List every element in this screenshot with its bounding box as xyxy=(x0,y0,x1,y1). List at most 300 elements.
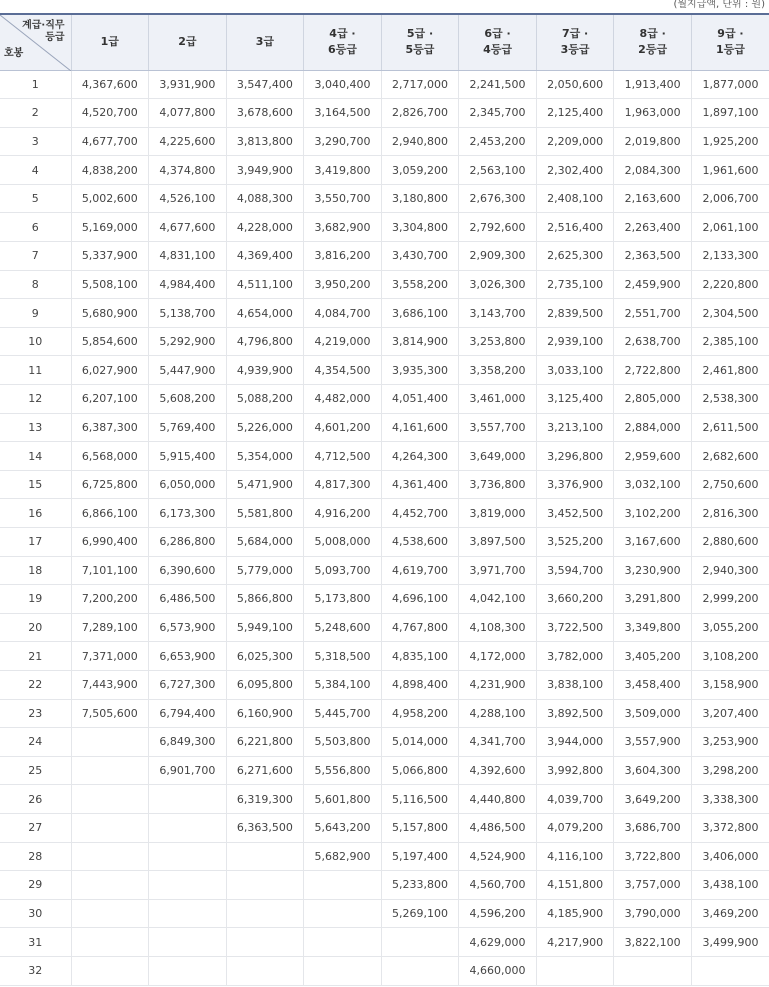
salary-cell: 4,520,700 xyxy=(71,99,149,128)
salary-cell: 5,138,700 xyxy=(149,299,227,328)
grade-header-line: 1등급 xyxy=(716,43,745,57)
grade-header-line: 6등급 xyxy=(327,43,357,57)
salary-cell: 3,944,000 xyxy=(536,728,614,757)
salary-cell: 6,486,500 xyxy=(149,585,227,614)
salary-cell: 3,782,000 xyxy=(536,642,614,671)
salary-cell: 4,660,000 xyxy=(459,956,537,985)
salary-cell xyxy=(226,899,304,928)
unit-note: (월지급액, 단위 : 원) xyxy=(673,0,765,10)
step-cell: 11 xyxy=(0,356,71,385)
salary-cell: 3,931,900 xyxy=(149,70,227,99)
table-row xyxy=(0,699,769,728)
salary-cell: 4,677,600 xyxy=(149,213,227,242)
salary-cell xyxy=(71,956,149,985)
salary-cell: 6,387,300 xyxy=(71,413,149,442)
salary-cell: 1,913,400 xyxy=(614,70,692,99)
salary-cell: 2,084,300 xyxy=(614,156,692,185)
table-row xyxy=(0,413,769,442)
grade-header-line: 3등급 xyxy=(560,43,590,57)
salary-cell: 2,453,200 xyxy=(459,127,537,156)
step-cell: 23 xyxy=(0,699,71,728)
step-cell: 27 xyxy=(0,813,71,842)
salary-cell xyxy=(304,956,382,985)
salary-cell: 6,568,000 xyxy=(71,442,149,471)
salary-cell: 4,231,900 xyxy=(459,670,537,699)
salary-cell xyxy=(381,928,459,957)
salary-cell: 2,816,300 xyxy=(691,499,769,528)
salary-cell: 2,826,700 xyxy=(381,99,459,128)
salary-cell: 3,430,700 xyxy=(381,242,459,271)
salary-cell: 1,877,000 xyxy=(691,70,769,99)
table-row xyxy=(0,613,769,642)
step-cell: 18 xyxy=(0,556,71,585)
salary-cell: 4,560,700 xyxy=(459,871,537,900)
salary-cell: 4,916,200 xyxy=(304,499,382,528)
salary-cell: 5,779,000 xyxy=(226,556,304,585)
salary-cell: 2,999,200 xyxy=(691,585,769,614)
salary-cell xyxy=(149,785,227,814)
grade-header-line: 1급 xyxy=(100,35,119,49)
salary-cell: 2,682,600 xyxy=(691,442,769,471)
salary-cell: 7,371,000 xyxy=(71,642,149,671)
salary-cell: 3,649,200 xyxy=(614,785,692,814)
table-row xyxy=(0,528,769,557)
salary-cell: 2,939,100 xyxy=(536,327,614,356)
salary-cell: 2,133,300 xyxy=(691,242,769,271)
salary-cell: 6,207,100 xyxy=(71,385,149,414)
table-row xyxy=(0,299,769,328)
salary-cell: 3,897,500 xyxy=(459,528,537,557)
salary-cell xyxy=(226,928,304,957)
salary-cell xyxy=(71,785,149,814)
step-cell: 14 xyxy=(0,442,71,471)
salary-cell: 3,438,100 xyxy=(691,871,769,900)
salary-cell: 6,271,600 xyxy=(226,756,304,785)
salary-cell: 3,158,900 xyxy=(691,670,769,699)
salary-cell: 6,849,300 xyxy=(149,728,227,757)
salary-cell: 2,940,300 xyxy=(691,556,769,585)
table-row xyxy=(0,184,769,213)
salary-cell: 2,735,100 xyxy=(536,270,614,299)
salary-cell: 4,482,000 xyxy=(304,385,382,414)
salary-cell: 4,817,300 xyxy=(304,470,382,499)
salary-cell: 4,042,100 xyxy=(459,585,537,614)
step-cell: 1 xyxy=(0,70,71,99)
salary-cell: 5,233,800 xyxy=(381,871,459,900)
salary-cell: 3,164,500 xyxy=(304,99,382,128)
salary-cell: 2,209,000 xyxy=(536,127,614,156)
table-body xyxy=(0,70,769,985)
grade-header-line: 6급 · xyxy=(484,27,511,41)
salary-cell: 2,563,100 xyxy=(459,156,537,185)
salary-cell: 5,503,800 xyxy=(304,728,382,757)
salary-cell: 4,619,700 xyxy=(381,556,459,585)
step-cell: 10 xyxy=(0,327,71,356)
grade-header-5 xyxy=(381,14,459,70)
grade-header-line: 3급 xyxy=(255,35,275,49)
table-row xyxy=(0,99,769,128)
salary-cell: 2,345,700 xyxy=(459,99,537,128)
salary-cell: 4,654,000 xyxy=(226,299,304,328)
salary-table xyxy=(0,13,769,986)
salary-cell: 3,143,700 xyxy=(459,299,537,328)
salary-cell: 3,291,800 xyxy=(614,585,692,614)
salary-cell xyxy=(149,928,227,957)
step-cell: 13 xyxy=(0,413,71,442)
salary-cell: 2,006,700 xyxy=(691,184,769,213)
salary-cell: 3,838,100 xyxy=(536,670,614,699)
step-cell: 5 xyxy=(0,184,71,213)
salary-cell: 3,557,700 xyxy=(459,413,537,442)
salary-cell: 5,226,000 xyxy=(226,413,304,442)
salary-cell: 3,298,200 xyxy=(691,756,769,785)
salary-cell: 5,088,200 xyxy=(226,385,304,414)
step-cell: 24 xyxy=(0,728,71,757)
table-row xyxy=(0,127,769,156)
step-cell: 9 xyxy=(0,299,71,328)
salary-cell: 6,173,300 xyxy=(149,499,227,528)
salary-cell: 3,509,000 xyxy=(614,699,692,728)
salary-cell: 6,653,900 xyxy=(149,642,227,671)
salary-cell: 6,725,800 xyxy=(71,470,149,499)
salary-cell: 4,696,100 xyxy=(381,585,459,614)
salary-cell: 4,601,200 xyxy=(304,413,382,442)
salary-cell: 3,971,700 xyxy=(459,556,537,585)
salary-cell: 6,573,900 xyxy=(149,613,227,642)
grade-header-1 xyxy=(71,14,149,70)
salary-cell: 2,909,300 xyxy=(459,242,537,271)
salary-cell: 2,538,300 xyxy=(691,385,769,414)
salary-cell: 4,596,200 xyxy=(459,899,537,928)
salary-cell: 4,526,100 xyxy=(149,184,227,213)
salary-cell: 7,200,200 xyxy=(71,585,149,614)
salary-cell: 4,958,200 xyxy=(381,699,459,728)
grade-header-3 xyxy=(226,14,304,70)
salary-cell: 4,452,700 xyxy=(381,499,459,528)
salary-cell: 4,629,000 xyxy=(459,928,537,957)
salary-cell: 3,253,900 xyxy=(691,728,769,757)
table-row xyxy=(0,785,769,814)
salary-cell: 3,558,200 xyxy=(381,270,459,299)
salary-cell: 2,884,000 xyxy=(614,413,692,442)
salary-cell xyxy=(304,871,382,900)
table-row xyxy=(0,70,769,99)
header-row xyxy=(0,14,769,70)
salary-cell: 2,050,600 xyxy=(536,70,614,99)
step-cell: 25 xyxy=(0,756,71,785)
salary-cell: 5,157,800 xyxy=(381,813,459,842)
salary-cell: 3,102,200 xyxy=(614,499,692,528)
salary-cell: 4,677,700 xyxy=(71,127,149,156)
salary-cell: 4,228,000 xyxy=(226,213,304,242)
salary-cell: 2,750,600 xyxy=(691,470,769,499)
salary-cell: 5,014,000 xyxy=(381,728,459,757)
salary-cell xyxy=(149,871,227,900)
salary-cell: 3,813,800 xyxy=(226,127,304,156)
step-cell: 12 xyxy=(0,385,71,414)
salary-cell: 4,161,600 xyxy=(381,413,459,442)
salary-cell xyxy=(226,842,304,871)
salary-cell: 2,717,000 xyxy=(381,70,459,99)
table-row xyxy=(0,356,769,385)
salary-cell: 2,302,400 xyxy=(536,156,614,185)
salary-cell: 3,452,500 xyxy=(536,499,614,528)
salary-cell: 7,443,900 xyxy=(71,670,149,699)
step-cell: 7 xyxy=(0,242,71,271)
salary-cell xyxy=(149,899,227,928)
salary-cell: 3,026,300 xyxy=(459,270,537,299)
table-row xyxy=(0,928,769,957)
salary-cell: 3,686,700 xyxy=(614,813,692,842)
salary-cell: 2,263,400 xyxy=(614,213,692,242)
salary-cell: 5,854,600 xyxy=(71,327,149,356)
grade-header-line: 7급 · xyxy=(561,27,589,41)
salary-cell xyxy=(614,956,692,985)
salary-cell: 3,458,400 xyxy=(614,670,692,699)
salary-cell: 4,538,600 xyxy=(381,528,459,557)
salary-cell: 2,880,600 xyxy=(691,528,769,557)
salary-cell: 2,551,700 xyxy=(614,299,692,328)
salary-cell: 4,051,400 xyxy=(381,385,459,414)
salary-cell: 5,949,100 xyxy=(226,613,304,642)
salary-cell: 3,461,000 xyxy=(459,385,537,414)
salary-cell: 3,660,200 xyxy=(536,585,614,614)
salary-cell: 6,794,400 xyxy=(149,699,227,728)
grade-header-4 xyxy=(304,14,382,70)
salary-cell: 4,361,400 xyxy=(381,470,459,499)
table-row xyxy=(0,270,769,299)
salary-cell: 5,197,400 xyxy=(381,842,459,871)
grade-header-7 xyxy=(536,14,614,70)
grade-header-line: 2등급 xyxy=(638,43,668,57)
salary-cell: 3,814,900 xyxy=(381,327,459,356)
salary-cell: 3,722,800 xyxy=(614,842,692,871)
table-row xyxy=(0,728,769,757)
table-row xyxy=(0,499,769,528)
salary-cell: 6,160,900 xyxy=(226,699,304,728)
salary-cell: 4,524,900 xyxy=(459,842,537,871)
salary-cell xyxy=(226,956,304,985)
salary-cell: 3,033,100 xyxy=(536,356,614,385)
grade-header-line: 8급 · xyxy=(639,27,666,41)
salary-cell: 6,390,600 xyxy=(149,556,227,585)
salary-cell: 3,207,400 xyxy=(691,699,769,728)
salary-cell: 2,408,100 xyxy=(536,184,614,213)
salary-cell: 2,461,800 xyxy=(691,356,769,385)
table-row xyxy=(0,213,769,242)
salary-cell: 2,163,600 xyxy=(614,184,692,213)
salary-cell: 4,084,700 xyxy=(304,299,382,328)
salary-cell: 5,682,900 xyxy=(304,842,382,871)
salary-cell: 4,225,600 xyxy=(149,127,227,156)
corner-step-label: 호봉 xyxy=(4,47,24,59)
salary-cell xyxy=(71,756,149,785)
salary-cell: 5,680,900 xyxy=(71,299,149,328)
salary-cell: 5,915,400 xyxy=(149,442,227,471)
salary-cell: 4,511,100 xyxy=(226,270,304,299)
salary-cell: 4,039,700 xyxy=(536,785,614,814)
salary-cell: 3,055,200 xyxy=(691,613,769,642)
corner-grade-label xyxy=(22,20,64,44)
salary-cell: 4,341,700 xyxy=(459,728,537,757)
salary-cell: 5,866,800 xyxy=(226,585,304,614)
salary-cell: 3,686,100 xyxy=(381,299,459,328)
salary-cell: 4,392,600 xyxy=(459,756,537,785)
salary-cell: 4,217,900 xyxy=(536,928,614,957)
salary-cell xyxy=(149,956,227,985)
salary-cell xyxy=(304,928,382,957)
step-cell: 26 xyxy=(0,785,71,814)
salary-cell: 3,649,000 xyxy=(459,442,537,471)
table-row xyxy=(0,442,769,471)
salary-cell: 3,822,100 xyxy=(614,928,692,957)
salary-cell: 2,805,000 xyxy=(614,385,692,414)
salary-cell: 5,471,900 xyxy=(226,470,304,499)
salary-cell: 6,990,400 xyxy=(71,528,149,557)
table-header xyxy=(0,14,769,70)
salary-cell: 3,819,000 xyxy=(459,499,537,528)
salary-cell: 3,108,200 xyxy=(691,642,769,671)
salary-cell: 4,939,900 xyxy=(226,356,304,385)
salary-cell: 5,093,700 xyxy=(304,556,382,585)
grade-header-line: 5급 · xyxy=(406,27,434,41)
salary-cell: 4,088,300 xyxy=(226,184,304,213)
salary-cell: 4,264,300 xyxy=(381,442,459,471)
grade-header-2 xyxy=(149,14,227,70)
salary-cell: 4,838,200 xyxy=(71,156,149,185)
table-row xyxy=(0,756,769,785)
grade-header-6 xyxy=(459,14,537,70)
salary-cell: 4,984,400 xyxy=(149,270,227,299)
salary-cell: 5,318,500 xyxy=(304,642,382,671)
salary-cell: 4,835,100 xyxy=(381,642,459,671)
salary-cell: 5,447,900 xyxy=(149,356,227,385)
table-row xyxy=(0,327,769,356)
salary-cell: 3,032,100 xyxy=(614,470,692,499)
salary-cell: 3,213,100 xyxy=(536,413,614,442)
salary-cell: 3,935,300 xyxy=(381,356,459,385)
salary-cell: 2,125,400 xyxy=(536,99,614,128)
salary-cell: 3,547,400 xyxy=(226,70,304,99)
salary-cell: 3,525,200 xyxy=(536,528,614,557)
step-cell: 8 xyxy=(0,270,71,299)
table-row xyxy=(0,642,769,671)
salary-cell: 3,405,200 xyxy=(614,642,692,671)
step-cell: 22 xyxy=(0,670,71,699)
salary-cell: 5,581,800 xyxy=(226,499,304,528)
salary-cell: 4,077,800 xyxy=(149,99,227,128)
step-cell: 29 xyxy=(0,871,71,900)
salary-cell: 4,898,400 xyxy=(381,670,459,699)
salary-cell xyxy=(71,871,149,900)
salary-cell xyxy=(381,956,459,985)
salary-cell: 6,727,300 xyxy=(149,670,227,699)
step-cell: 31 xyxy=(0,928,71,957)
salary-cell xyxy=(149,842,227,871)
salary-cell: 2,304,500 xyxy=(691,299,769,328)
salary-cell: 3,372,800 xyxy=(691,813,769,842)
salary-cell: 6,050,000 xyxy=(149,470,227,499)
salary-cell: 6,901,700 xyxy=(149,756,227,785)
salary-cell: 3,678,600 xyxy=(226,99,304,128)
salary-cell: 3,059,200 xyxy=(381,156,459,185)
salary-cell: 6,286,800 xyxy=(149,528,227,557)
salary-cell: 2,459,900 xyxy=(614,270,692,299)
salary-cell: 7,101,100 xyxy=(71,556,149,585)
salary-cell: 5,684,000 xyxy=(226,528,304,557)
step-cell: 3 xyxy=(0,127,71,156)
table-row xyxy=(0,470,769,499)
salary-cell: 3,180,800 xyxy=(381,184,459,213)
salary-cell xyxy=(71,728,149,757)
salary-cell: 3,406,000 xyxy=(691,842,769,871)
table-row xyxy=(0,871,769,900)
salary-cell: 4,219,000 xyxy=(304,327,382,356)
table-row xyxy=(0,585,769,614)
step-cell: 20 xyxy=(0,613,71,642)
salary-cell: 4,374,800 xyxy=(149,156,227,185)
step-cell: 2 xyxy=(0,99,71,128)
salary-cell: 3,949,900 xyxy=(226,156,304,185)
salary-cell: 5,008,000 xyxy=(304,528,382,557)
salary-cell: 4,486,500 xyxy=(459,813,537,842)
salary-cell: 4,172,000 xyxy=(459,642,537,671)
salary-cell: 3,290,700 xyxy=(304,127,382,156)
salary-cell: 3,736,800 xyxy=(459,470,537,499)
salary-cell xyxy=(691,956,769,985)
salary-cell: 2,611,500 xyxy=(691,413,769,442)
salary-cell: 5,002,600 xyxy=(71,184,149,213)
grade-header-line: 9급 · xyxy=(717,27,744,41)
salary-cell: 3,722,500 xyxy=(536,613,614,642)
salary-cell: 2,516,400 xyxy=(536,213,614,242)
table-row xyxy=(0,813,769,842)
salary-cell: 3,349,800 xyxy=(614,613,692,642)
salary-cell: 2,676,300 xyxy=(459,184,537,213)
salary-cell: 3,790,000 xyxy=(614,899,692,928)
table-row xyxy=(0,242,769,271)
salary-cell: 5,643,200 xyxy=(304,813,382,842)
salary-cell: 4,116,100 xyxy=(536,842,614,871)
grade-header-line: 4급 · xyxy=(329,27,356,41)
salary-cell xyxy=(71,813,149,842)
salary-cell: 2,959,600 xyxy=(614,442,692,471)
salary-cell: 2,625,300 xyxy=(536,242,614,271)
step-cell: 15 xyxy=(0,470,71,499)
salary-cell: 3,469,200 xyxy=(691,899,769,928)
salary-cell xyxy=(149,813,227,842)
salary-cell: 2,722,800 xyxy=(614,356,692,385)
salary-cell: 3,594,700 xyxy=(536,556,614,585)
table-row xyxy=(0,842,769,871)
salary-cell: 3,757,000 xyxy=(614,871,692,900)
table-row xyxy=(0,899,769,928)
salary-cell xyxy=(71,899,149,928)
salary-cell: 6,221,800 xyxy=(226,728,304,757)
step-cell: 21 xyxy=(0,642,71,671)
salary-cell: 4,831,100 xyxy=(149,242,227,271)
salary-cell: 6,025,300 xyxy=(226,642,304,671)
salary-cell: 3,230,900 xyxy=(614,556,692,585)
salary-cell: 3,950,200 xyxy=(304,270,382,299)
salary-cell: 4,440,800 xyxy=(459,785,537,814)
corner-grade-line1: 계급·직무 xyxy=(22,20,65,31)
salary-cell: 4,354,500 xyxy=(304,356,382,385)
salary-cell: 3,604,300 xyxy=(614,756,692,785)
salary-table-container xyxy=(0,13,769,986)
salary-cell: 3,499,900 xyxy=(691,928,769,957)
salary-cell: 3,892,500 xyxy=(536,699,614,728)
